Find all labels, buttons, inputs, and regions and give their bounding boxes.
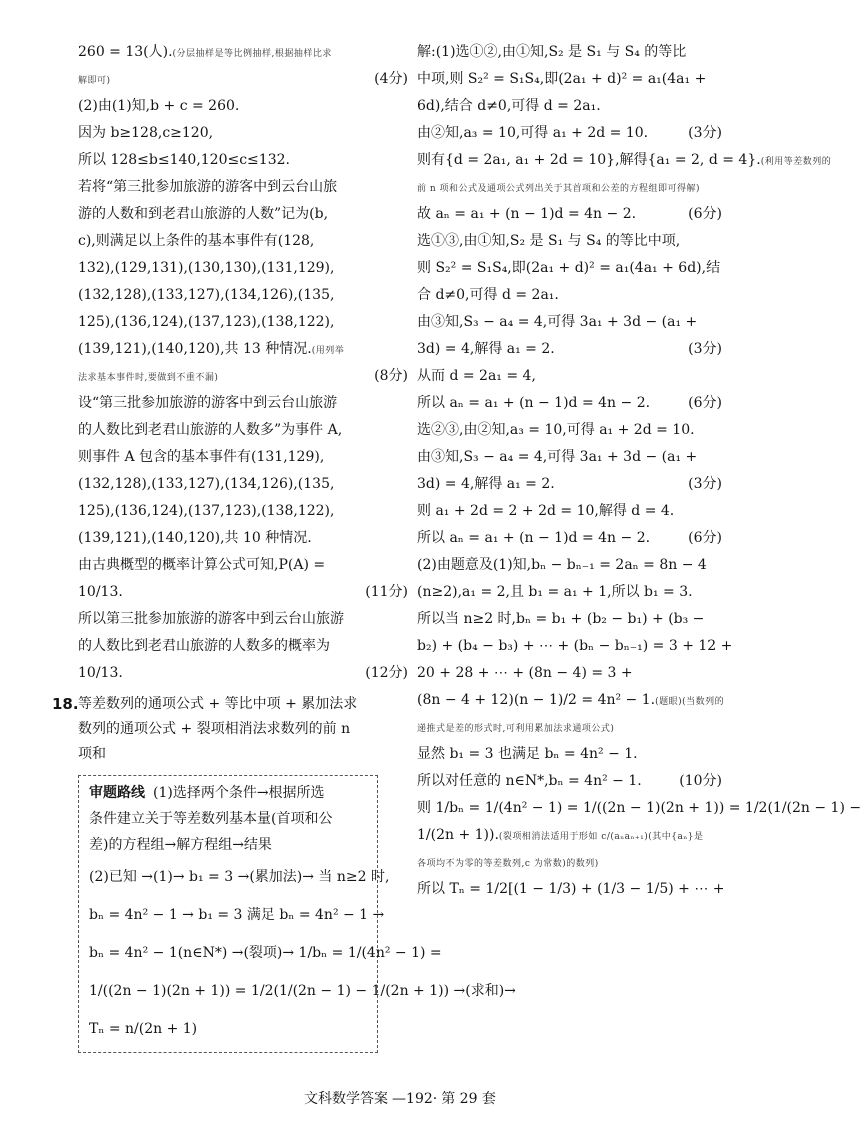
text-line [78,526,408,553]
text-line [417,67,722,94]
text-line [417,94,722,121]
analysis-line [89,780,369,806]
text-line [417,715,722,742]
score-points: (3分) [684,121,722,146]
text-line [78,175,408,202]
text-line [78,472,408,499]
line-text: 所以 128≤b≤140,120≤c≤132. [78,152,290,168]
text-line [78,364,408,391]
text-line [417,337,722,364]
line-text: 中项,则 S₂² = S₁S₄,即(2a₁ + d)² = a₁(4a₁ + [417,71,707,87]
line-text: 合 d≠0,可得 d = 2a₁. [417,287,559,303]
text-line [417,553,722,580]
line-text: 由古典概型的概率计算公式可知,P(A) = [78,557,326,573]
line-text: 因为 b≥128,c≥120, [78,125,214,141]
line-annotation: 递推式是差的形式时,可利用累加法求通项公式) [417,724,615,734]
text-line [417,634,733,661]
text-line [417,661,722,688]
line-text: 3d) = 4,解得 a₁ = 2. [417,476,555,492]
line-text: (n≥2),a₁ = 2,且 b₁ = a₁ + 1,所以 b₁ = 3. [417,584,693,600]
line-text: 10/13. [78,584,123,600]
line-annotation: 法求基本事件时,要做到不重不漏) [78,373,219,383]
text-line [78,67,408,94]
text-line [417,364,722,391]
text-line [417,607,722,634]
line-text: 125),(136,124),(137,123),(138,122), [78,503,335,519]
line-text: 所以当 n≥2 时,bₙ = b₁ + (b₂ − b₁) + (b₃ − [417,611,705,627]
text-line [78,607,408,634]
footer-page-number: —192· [392,1091,438,1107]
line-annotation: (用列举 [311,346,345,356]
line-text: 所以 Tₙ = 1/2[(1 − 1/3) + (1/3 − 1/5) + ⋯ + [417,881,725,897]
line-text: 132),(129,131),(130,130),(131,129), [78,260,335,276]
text-line [417,823,722,850]
line-text: 所以第三批参加旅游的游客中到云台山旅游 [78,611,344,627]
text-line [417,229,722,256]
question-number: 18. [52,695,79,713]
line-text: 设“第三批参加旅游的游客中到云台山旅游 [78,395,338,411]
text-line [78,580,408,607]
text-line [78,229,408,256]
text-line [417,472,722,499]
line-annotation: 各项均不为零的等差数列,c 为常数)的数列) [417,859,599,869]
text-line [417,877,725,904]
line-text: 则 S₂² = S₁S₄,即(2a₁ + d)² = a₁(4a₁ + 6d),结 [417,260,721,276]
text-line [417,40,722,67]
text-line [417,769,722,796]
line-annotation: (分层抽样是等比例抽样,根据抽样比求 [172,49,332,59]
line-text: 选①③,由①知,S₂ 是 S₁ 与 S₄ 的等比中项, [417,233,681,249]
text-line [78,337,408,364]
text-line [78,445,408,472]
line-annotation: 前 n 项和公式及通项公式列出关于其首项和公差的方程组即可得解) [417,184,701,194]
score-points: (10分) [675,769,722,794]
line-text: 10/13. [78,665,123,681]
text-line [78,94,408,121]
score-points: (6分) [684,526,722,551]
text-line [78,121,408,148]
text-line [78,202,408,229]
text-line [417,418,722,445]
right-column [417,40,861,904]
line-text: 260 = 13(人). [78,44,173,60]
line-text: 1/(2n + 1)). [417,827,499,843]
question-topic-line: 数列的通项公式 + 裂项相消法求数列的前 n [78,721,351,737]
line-text: 游的人数和到老君山旅游的人数”记为(b, [78,206,329,222]
line-text: 选②③,由②知,a₃ = 10,可得 a₁ + 2d = 10. [417,422,695,438]
text-line [417,175,722,202]
line-text: (132,128),(133,127),(134,126),(135, [78,476,335,492]
text-line [78,283,408,310]
analysis-line: bₙ = 4n² − 1 → b₁ = 3 满足 bₙ = 4n² − 1 → [89,907,385,923]
line-text: 20 + 28 + ⋯ + (8n − 4) = 3 + [417,665,633,681]
analysis-line: 条件建立关于等差数列基本量(首项和公 [89,811,333,827]
line-text: 则有{d = 2a₁, a₁ + 2d = 10},解得{a₁ = 2, d = 4}. [417,152,761,168]
line-text: 则 a₁ + 2d = 2 + 2d = 10,解得 d = 4. [417,503,675,519]
text-line [417,688,725,715]
line-text: (8n − 4 + 12)(n − 1)/2 = 4n² − 1. [417,692,656,708]
question-topic-line: 项和 [78,746,106,762]
score-points: (11分) [361,580,408,605]
line-annotation: (利用等差数列的 [760,157,832,167]
score-points: (12分) [361,661,408,686]
line-text: 则事件 A 包含的基本事件有(131,129), [78,449,325,465]
line-text: (139,121),(140,120),共 10 种情况. [78,530,312,546]
footer-set: 第 29 套 [441,1091,496,1107]
analysis-line: 1/((2n − 1)(2n + 1)) = 1/2(1/(2n − 1) − 1/(2n + 1)) →(求和)→ [89,983,516,999]
footer-subject: 文科数学答案 [304,1091,389,1107]
line-text: 的人数比到老君山旅游的人数多的概率为 [78,638,330,654]
line-text: (132,128),(133,127),(134,126),(135, [78,287,335,303]
line-text: 所以对任意的 n∈N*,bₙ = 4n² − 1. [417,773,642,789]
line-text: 所以 aₙ = a₁ + (n − 1)d = 4n − 2. [417,530,651,546]
line-text: 3d) = 4,解得 a₁ = 2. [417,341,555,357]
text-line [417,391,722,418]
text-line [417,310,722,337]
text-line [417,526,722,553]
analysis-line: Tₙ = n/(2n + 1) [89,1021,198,1037]
line-text: (139,121),(140,120),共 13 种情况. [78,341,312,357]
text-line [78,499,408,526]
line-text: b₂) + (b₄ − b₃) + ⋯ + (bₙ − bₙ₋₁) = 3 + 12 + [417,638,733,654]
text-line [417,445,722,472]
line-text: (2)由(1)知,b + c = 260. [78,98,240,114]
line-text: c),则满足以上条件的基本事件有(128, [78,233,315,249]
text-line [78,661,408,688]
score-points: (6分) [684,202,722,227]
line-text: 所以 aₙ = a₁ + (n − 1)d = 4n − 2. [417,395,651,411]
text-line [417,742,722,769]
text-line [78,634,408,661]
text-line [417,850,722,877]
line-text: 6d),结合 d≠0,可得 d = 2a₁. [417,98,601,114]
score-points: (6分) [684,391,722,416]
text-line [78,148,408,175]
text-line [417,256,722,283]
line-text: 若将“第三批参加旅游的游客中到云台山旅 [78,179,338,195]
analysis-line: bₙ = 4n² − 1(n∈N*) →(裂项)→ 1/bₙ = 1/(4n² − 1) = [89,945,442,961]
line-text: 由③知,S₃ − a₄ = 4,可得 3a₁ + 3d − (a₁ + [417,449,698,465]
analysis-line: (2)已知 →(1)→ b₁ = 3 →(累加法)→ 当 n≥2 时, [89,869,390,885]
line-annotation: (题眼)(当数列的 [655,697,725,707]
line-text: 125),(136,124),(137,123),(138,122), [78,314,335,330]
line-text: 解:(1)选①②,由①知,S₂ 是 S₁ 与 S₄ 的等比 [417,44,687,60]
analysis-title: 审题路线 [89,785,145,801]
question-topic-line: 等差数列的通项公式 + 等比中项 + 累加法求 [78,696,358,712]
line-text: 由②知,a₃ = 10,可得 a₁ + 2d = 10. [417,125,649,141]
text-line [78,40,408,67]
analysis-text: (1)选择两个条件→根据所选 [153,785,325,801]
score-points: (3分) [684,472,722,497]
line-text: 则 1/bₙ = 1/(4n² − 1) = 1/((2n − 1)(2n + 1)) = 1/2(1/(2n − 1) − [417,800,861,816]
score-points: (8分) [370,364,408,389]
score-points: (4分) [370,67,408,92]
text-line [417,121,722,148]
line-text: (2)由题意及(1)知,bₙ − bₙ₋₁ = 2aₙ = 8n − 4 [417,557,707,573]
text-line [78,256,408,283]
line-text: 故 aₙ = a₁ + (n − 1)d = 4n − 2. [417,206,637,222]
text-line [417,283,722,310]
text-line [78,391,408,418]
line-text: 的人数比到老君山旅游的人数多”为事件 A, [78,422,343,438]
line-annotation: (裂项相消法适用于形如 c/(aₙaₙ₊₁)(其中{aₙ}是 [498,832,704,842]
page-footer [0,1088,800,1108]
question-18-header [52,692,408,767]
text-line [417,202,722,229]
text-line [78,310,408,337]
text-line [417,580,722,607]
analysis-line: 差)的方程组→解方程组→结果 [89,837,272,853]
line-annotation: 解即可) [78,76,111,86]
text-line [78,553,408,580]
score-points: (3分) [684,337,722,362]
text-line [417,499,722,526]
text-line [417,796,861,823]
text-line [417,148,832,175]
line-text: 从而 d = 2a₁ = 4, [417,368,536,384]
line-text: 由③知,S₃ − a₄ = 4,可得 3a₁ + 3d − (a₁ + [417,314,698,330]
text-line [78,418,408,445]
line-text: 显然 b₁ = 3 也满足 bₙ = 4n² − 1. [417,746,638,762]
